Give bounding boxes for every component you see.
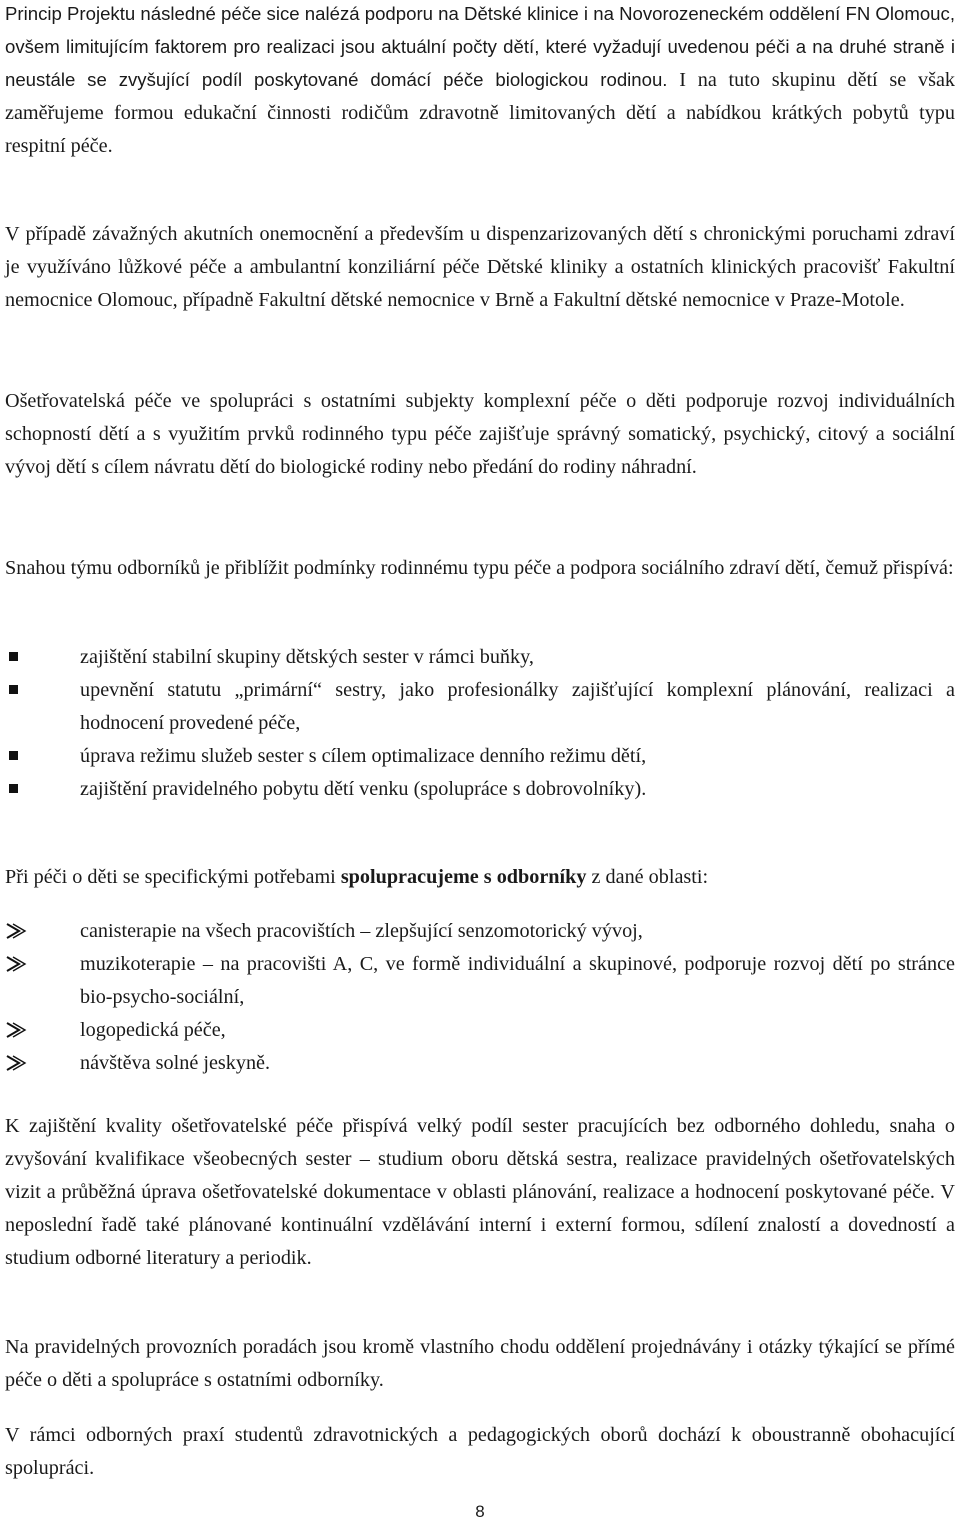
arrow-bullet-icon [5,922,27,940]
square-bullet-icon [9,784,18,793]
paragraph-project-principle-part1: Princip Projektu následné péče sice nalézá podporu na Dětské klinice i na Novorozeneckém oddělení FN Olomouc, ovšem limitujícím faktorem pro realizaci jsou aktuální počty dětí, které vyžadují uvedenou péči a na druhé straně i neustále se zvyšující podíl poskytované domácí péče biologickou rodinou. [5,3,955,90]
paragraph-student-practice: V rámci odborných praxí studentů zdravotnických a pedagogických oborů dochází k oboustranně obohacující spolupráci. [5,1424,955,1479]
square-bullet-icon [9,652,18,661]
list-item [5,773,955,806]
paragraph-specialists-tail: z dané oblasti: [586,866,709,888]
arrow-bullet-list [5,915,955,1080]
paragraph-nursing-care: Ošetřovatelská péče ve spolupráci s ostatními subjekty komplexní péče o děti podporuje rozvoj individuálních schopností dětí a s využitím prvků rodinného typu péče zajišťuje správný somatický, psychický, citový a sociální vývoj dětí s cílem návratu dětí do biologické rodiny nebo předání do rodiny náhradní. [5,390,955,478]
list-item [5,740,955,773]
paragraph-project-principle [5,0,955,163]
paragraph-project-principle-part2: I na tuto skupinu dětí se však zaměřujeme formou edukační činnosti rodičům zdravotně limitovaných dětí a nabídkou krátkých pobytů typu respitní péče. [5,68,955,157]
list-item-text: muzikoterapie – na pracovišti A, C, ve formě individuální a skupinové, podporuje rozvoj dětí po stránce bio-psycho-sociální, [80,952,955,1008]
list-item [5,948,955,1014]
list-item-text: zajištění pravidelného pobytu dětí venku (spolupráce s dobrovolníky). [80,777,647,800]
square-bullet-icon [9,751,18,760]
list-item-text: úprava režimu služeb sester s cílem optimalizace denního režimu dětí, [80,744,647,767]
list-item [5,674,955,740]
square-bullet-icon [9,685,18,694]
list-item [5,1014,955,1047]
list-item-text: návštěva solné jeskyně. [80,1051,271,1074]
arrow-bullet-icon [5,955,27,973]
page-number: 8 [475,1502,485,1521]
list-item [5,915,955,948]
square-bullet-list [5,641,955,806]
paragraph-specialists-lead: Při péči o děti se specifickými potřebami [5,866,341,888]
paragraph-specialists [5,861,955,894]
paragraph-acute-illness: V případě závažných akutních onemocnění a především u dispenzarizovaných dětí s chronickými poruchami zdraví je využíváno lůžkové péče a ambulantní konziliární péče Dětské kliniky a ostatních klinických pracovišť Fakultní nemocnice Olomouc, případně Fakultní dětské nemocnice v Brně a Fakultní dětské nemocnice v Praze-Motole. [5,223,955,311]
paragraph-quality: K zajištění kvality ošetřovatelské péče přispívá velký podíl sester pracujících bez odborného dohledu, snaha o zvyšování kvalifikace všeobecných sester – studium oboru dětská sestra, realizace pravidelných ošetřovatelských vizit a průběžná úprava ošetřovatelské dokumentace v oblasti plánování, realizace a hodnocení poskytované péče. V neposlední řadě také plánované kontinuální vzdělávání interní i externí formou, sdílení znalostí a dovedností a studium odborné literatury a periodik. [5,1115,955,1269]
paragraph-team-effort: Snahou týmu odborníků je přiblížit podmínky rodinnému typu péče a podpora sociálního zdraví dětí, čemuž přispívá: [5,557,954,579]
list-item [5,1047,955,1080]
list-item [5,641,955,674]
arrow-bullet-icon [5,1021,27,1039]
list-item-text: upevnění statutu „primární“ sestry, jako profesionálky zajišťující komplexní plánování, realizaci a hodnocení provedené péče, [80,678,955,734]
paragraph-specialists-bold: spolupracujeme s odborníky [340,866,587,888]
arrow-bullet-icon [5,1054,27,1072]
list-item-text: canisterapie na všech pracovištích – zlepšující senzomotorický vývoj, [80,920,643,942]
list-item-text: zajištění stabilní skupiny dětských sester v rámci buňky, [80,646,534,668]
paragraph-meetings: Na pravidelných provozních poradách jsou kromě vlastního chodu oddělení projednávány i otázky týkající se přímé péče o děti a spolupráce s ostatními odborníky. [5,1336,955,1391]
list-item-text: logopedická péče, [80,1018,226,1041]
